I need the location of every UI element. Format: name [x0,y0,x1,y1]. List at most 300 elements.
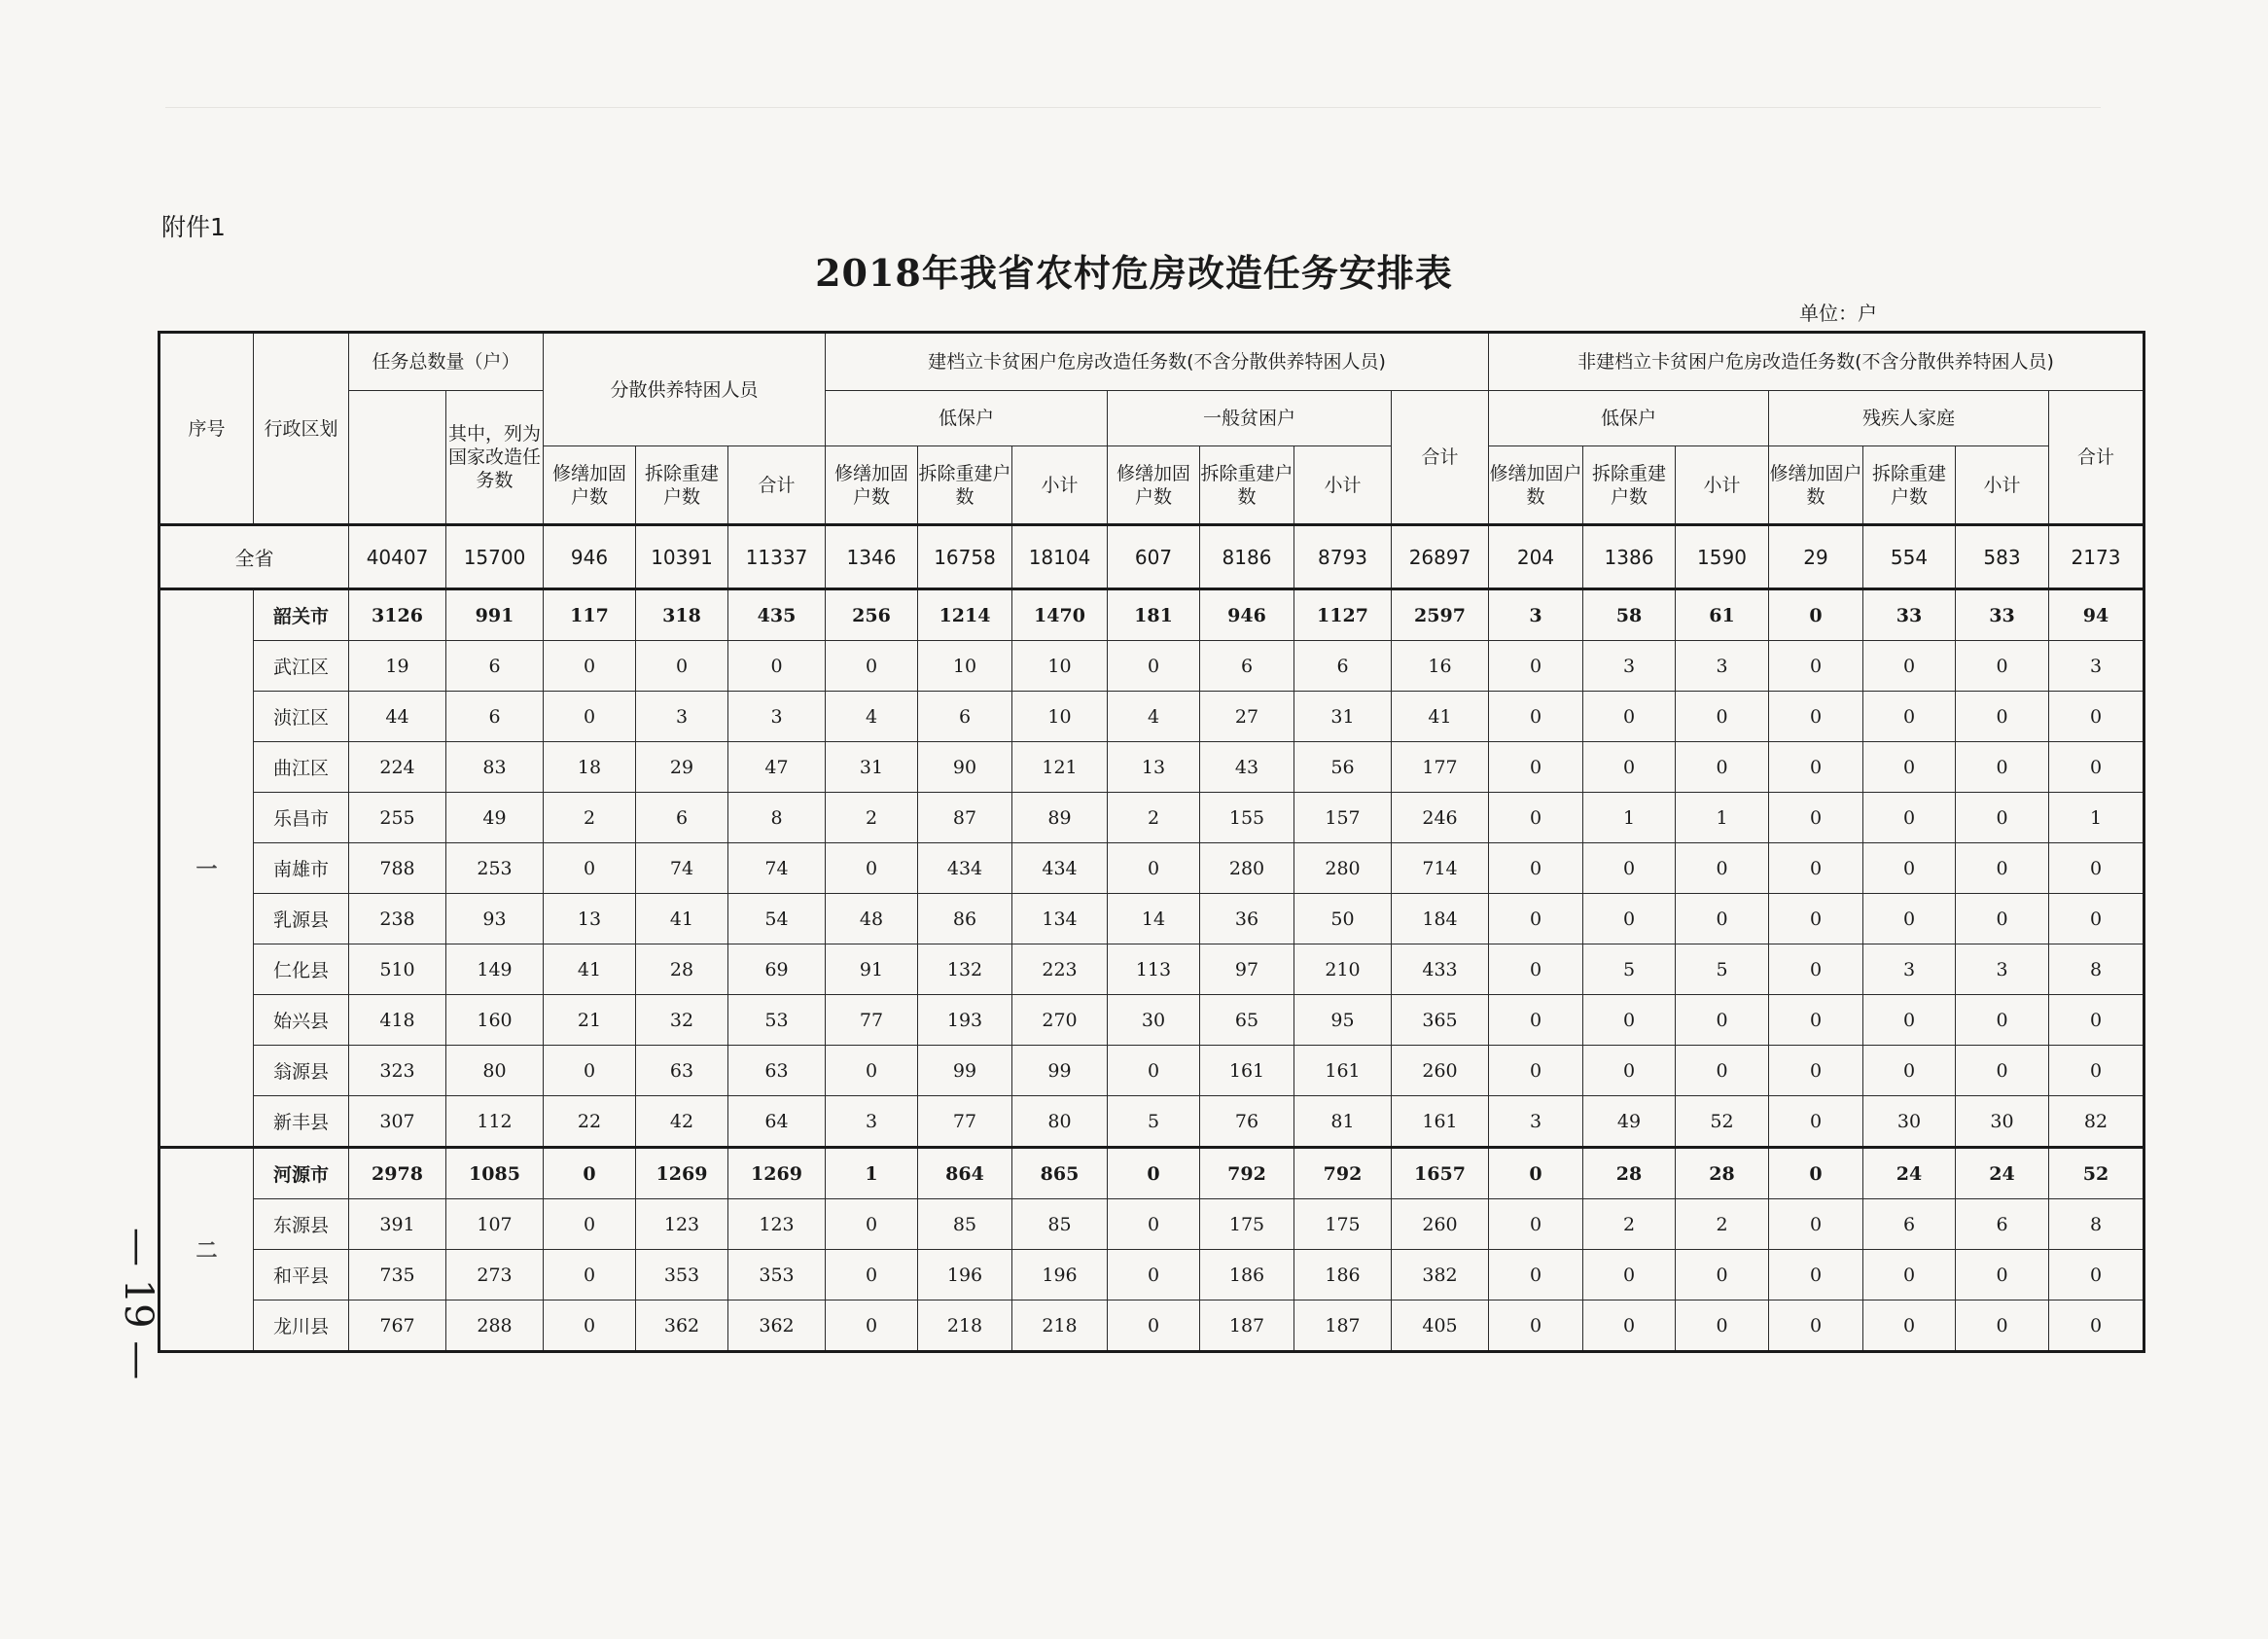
value-cell: 0 [826,1199,918,1250]
value-cell: 0 [1489,1250,1583,1301]
value-cell: 1470 [1012,589,1108,641]
value-cell: 253 [446,843,544,894]
value-cell: 63 [728,1046,826,1096]
value-cell: 36 [1200,894,1294,944]
value-cell: 77 [918,1096,1012,1148]
value-cell: 21 [544,995,636,1046]
value-cell: 10 [918,641,1012,692]
value-cell: 3 [728,692,826,742]
region-name-cell: 浈江区 [254,692,349,742]
province-value-cell: 18104 [1012,525,1108,589]
value-cell: 0 [1769,1096,1863,1148]
value-cell: 0 [1108,641,1200,692]
value-cell: 6 [446,641,544,692]
value-cell: 56 [1294,742,1392,793]
value-cell: 80 [1012,1096,1108,1148]
header-total-national: 其中，列为国家改造任务数 [446,391,544,525]
value-cell: 186 [1294,1250,1392,1301]
value-cell: 177 [1392,742,1489,793]
value-cell: 89 [1012,793,1108,843]
value-cell: 0 [1676,692,1769,742]
value-cell: 288 [446,1301,544,1352]
value-cell: 160 [446,995,544,1046]
value-cell: 0 [1956,1250,2049,1301]
scan-artifact-line [165,107,2101,108]
value-cell: 28 [1676,1148,1769,1199]
province-value-cell: 607 [1108,525,1200,589]
value-cell: 0 [1769,589,1863,641]
value-cell: 193 [918,995,1012,1046]
value-cell: 0 [1769,1199,1863,1250]
value-cell: 0 [2049,1301,2144,1352]
header-reg-gen-repair: 修缮加固户数 [1108,446,1200,525]
region-name-cell: 乳源县 [254,894,349,944]
value-cell: 112 [446,1096,544,1148]
value-cell: 161 [1392,1096,1489,1148]
header-total-group: 任务总数量（户） [349,333,544,391]
value-cell: 0 [1489,894,1583,944]
value-cell: 3 [636,692,728,742]
value-cell: 0 [1676,1301,1769,1352]
value-cell: 362 [728,1301,826,1352]
value-cell: 0 [1489,1301,1583,1352]
value-cell: 48 [826,894,918,944]
value-cell: 149 [446,944,544,995]
value-cell: 0 [544,1148,636,1199]
value-cell: 18 [544,742,636,793]
province-value-cell: 946 [544,525,636,589]
value-cell: 434 [918,843,1012,894]
value-cell: 1085 [446,1148,544,1199]
value-cell: 238 [349,894,446,944]
value-cell: 0 [2049,995,2144,1046]
table-row [159,1148,2144,1199]
value-cell: 362 [636,1301,728,1352]
value-cell: 1657 [1392,1148,1489,1199]
value-cell: 2 [1583,1199,1676,1250]
value-cell: 0 [1489,793,1583,843]
value-cell: 0 [1956,843,2049,894]
value-cell: 1269 [636,1148,728,1199]
value-cell: 5 [1108,1096,1200,1148]
value-cell: 30 [1108,995,1200,1046]
value-cell: 0 [1863,1046,1956,1096]
value-cell: 1127 [1294,589,1392,641]
province-value-cell: 10391 [636,525,728,589]
value-cell: 16 [1392,641,1489,692]
province-value-cell: 26897 [1392,525,1489,589]
value-cell: 0 [2049,692,2144,742]
region-name-cell: 东源县 [254,1199,349,1250]
value-cell: 0 [1489,692,1583,742]
value-cell: 0 [1863,1301,1956,1352]
region-name-cell: 武江区 [254,641,349,692]
value-cell: 76 [1200,1096,1294,1148]
value-cell: 6 [636,793,728,843]
value-cell: 435 [728,589,826,641]
value-cell: 196 [918,1250,1012,1301]
value-cell: 3 [2049,641,2144,692]
value-cell: 22 [544,1096,636,1148]
table-row [159,641,2144,692]
value-cell: 792 [1294,1148,1392,1199]
value-cell: 246 [1392,793,1489,843]
value-cell: 323 [349,1046,446,1096]
value-cell: 24 [1956,1148,2049,1199]
value-cell: 53 [728,995,826,1046]
region-name-cell: 南雄市 [254,843,349,894]
header-non-disabled: 残疾人家庭 [1769,391,2049,446]
value-cell: 2 [1108,793,1200,843]
table-body [159,525,2144,1352]
header-reg-general-poor: 一般贫困户 [1108,391,1392,446]
value-cell: 95 [1294,995,1392,1046]
region-name-cell: 仁化县 [254,944,349,995]
value-cell: 0 [1108,1301,1200,1352]
value-cell: 65 [1200,995,1294,1046]
value-cell: 418 [349,995,446,1046]
value-cell: 80 [446,1046,544,1096]
value-cell: 0 [1583,1301,1676,1352]
table-row [159,1096,2144,1148]
value-cell: 0 [1956,1046,2049,1096]
value-cell: 161 [1294,1046,1392,1096]
value-cell: 0 [1583,742,1676,793]
header-scat-total: 合计 [728,446,826,525]
value-cell: 0 [1489,742,1583,793]
value-cell: 24 [1863,1148,1956,1199]
value-cell: 77 [826,995,918,1046]
value-cell: 256 [826,589,918,641]
value-cell: 64 [728,1096,826,1148]
header-nonregistered-group: 非建档立卡贫困户危房改造任务数(不含分散供养特困人员) [1489,333,2144,391]
table-row [159,1199,2144,1250]
value-cell: 260 [1392,1046,1489,1096]
value-cell: 58 [1583,589,1676,641]
value-cell: 218 [1012,1301,1108,1352]
value-cell: 14 [1108,894,1200,944]
value-cell: 30 [1956,1096,2049,1148]
value-cell: 0 [826,843,918,894]
value-cell: 29 [636,742,728,793]
value-cell: 0 [826,1046,918,1096]
value-cell: 0 [1108,1199,1200,1250]
value-cell: 8 [728,793,826,843]
table-row [159,692,2144,742]
value-cell: 0 [1863,692,1956,742]
header-non-low-subtotal: 小计 [1676,446,1769,525]
value-cell: 0 [2049,1250,2144,1301]
value-cell: 0 [1956,641,2049,692]
value-cell: 353 [728,1250,826,1301]
value-cell: 4 [1108,692,1200,742]
value-cell: 210 [1294,944,1392,995]
value-cell: 47 [728,742,826,793]
value-cell: 0 [1583,995,1676,1046]
value-cell: 0 [1769,742,1863,793]
value-cell: 0 [728,641,826,692]
value-cell: 260 [1392,1199,1489,1250]
value-cell: 161 [1200,1046,1294,1096]
value-cell: 6 [918,692,1012,742]
value-cell: 61 [1676,589,1769,641]
value-cell: 0 [1489,944,1583,995]
header-scattered-group: 分散供养特困人员 [544,333,826,446]
value-cell: 0 [2049,894,2144,944]
value-cell: 2 [1676,1199,1769,1250]
value-cell: 186 [1200,1250,1294,1301]
province-value-cell: 2173 [2049,525,2144,589]
value-cell: 13 [544,894,636,944]
province-total-row [159,525,2144,589]
value-cell: 6 [1956,1199,2049,1250]
value-cell: 0 [1769,692,1863,742]
region-name-cell: 乐昌市 [254,793,349,843]
province-value-cell: 1386 [1583,525,1676,589]
value-cell: 0 [544,1301,636,1352]
value-cell: 99 [1012,1046,1108,1096]
value-cell: 134 [1012,894,1108,944]
header-non-low-rebuild: 拆除重建户数 [1583,446,1676,525]
value-cell: 0 [2049,1046,2144,1096]
value-cell: 90 [918,742,1012,793]
value-cell: 81 [1294,1096,1392,1148]
header-reg-low-rebuild: 拆除重建户数 [918,446,1012,525]
table-row [159,843,2144,894]
value-cell: 0 [1769,1148,1863,1199]
value-cell: 0 [1769,1046,1863,1096]
province-value-cell: 40407 [349,525,446,589]
value-cell: 0 [544,843,636,894]
value-cell: 0 [1676,1250,1769,1301]
header-reg-total: 合计 [1392,391,1489,525]
attachment-label: 附件1 [161,213,226,241]
value-cell: 0 [544,1250,636,1301]
value-cell: 74 [728,843,826,894]
value-cell: 5 [1583,944,1676,995]
value-cell: 0 [1956,995,2049,1046]
value-cell: 270 [1012,995,1108,1046]
header-non-low-repair: 修缮加固户数 [1489,446,1583,525]
value-cell: 735 [349,1250,446,1301]
value-cell: 318 [636,589,728,641]
province-label: 全省 [159,525,349,589]
value-cell: 1 [1583,793,1676,843]
value-cell: 107 [446,1199,544,1250]
value-cell: 1 [2049,793,2144,843]
value-cell: 0 [1863,995,1956,1046]
value-cell: 123 [636,1199,728,1250]
value-cell: 0 [1583,692,1676,742]
value-cell: 0 [1489,1148,1583,1199]
value-cell: 353 [636,1250,728,1301]
table-row [159,589,2144,641]
value-cell: 0 [2049,742,2144,793]
page-number: — 19 — [116,1228,160,1380]
value-cell: 4 [826,692,918,742]
value-cell: 0 [1676,742,1769,793]
value-cell: 28 [636,944,728,995]
value-cell: 0 [1489,995,1583,1046]
header-seq: 序号 [159,333,254,525]
value-cell: 13 [1108,742,1200,793]
value-cell: 93 [446,894,544,944]
value-cell: 69 [728,944,826,995]
value-cell: 0 [1769,793,1863,843]
value-cell: 280 [1200,843,1294,894]
value-cell: 28 [1583,1148,1676,1199]
value-cell: 946 [1200,589,1294,641]
value-cell: 117 [544,589,636,641]
value-cell: 1269 [728,1148,826,1199]
group-seq-cell: 一 [159,589,254,1148]
value-cell: 54 [728,894,826,944]
value-cell: 0 [1769,995,1863,1046]
value-cell: 0 [1489,843,1583,894]
value-cell: 0 [1676,843,1769,894]
value-cell: 181 [1108,589,1200,641]
value-cell: 41 [544,944,636,995]
header-non-dis-subtotal: 小计 [1956,446,2049,525]
value-cell: 3 [1583,641,1676,692]
header-registered-group: 建档立卡贫困户危房改造任务数(不含分散供养特困人员) [826,333,1489,391]
value-cell: 2597 [1392,589,1489,641]
value-cell: 31 [1294,692,1392,742]
value-cell: 0 [544,1199,636,1250]
value-cell: 8 [2049,1199,2144,1250]
value-cell: 1 [826,1148,918,1199]
document-title: 2018年我省农村危房改造任务安排表 [815,251,1453,295]
value-cell: 0 [636,641,728,692]
value-cell: 223 [1012,944,1108,995]
value-cell: 10 [1012,692,1108,742]
header-total-blank [349,391,446,525]
value-cell: 8 [2049,944,2144,995]
value-cell: 157 [1294,793,1392,843]
province-value-cell: 583 [1956,525,2049,589]
value-cell: 0 [1583,1046,1676,1096]
header-non-low-income: 低保户 [1489,391,1769,446]
province-value-cell: 1590 [1676,525,1769,589]
value-cell: 0 [1108,1250,1200,1301]
value-cell: 991 [446,589,544,641]
value-cell: 1 [1676,793,1769,843]
value-cell: 0 [1863,641,1956,692]
region-name-cell: 和平县 [254,1250,349,1301]
value-cell: 0 [826,1250,918,1301]
value-cell: 74 [636,843,728,894]
province-value-cell: 1346 [826,525,918,589]
value-cell: 218 [918,1301,1012,1352]
province-value-cell: 15700 [446,525,544,589]
province-value-cell: 11337 [728,525,826,589]
value-cell: 224 [349,742,446,793]
value-cell: 0 [1863,793,1956,843]
table-row [159,1250,2144,1301]
value-cell: 1214 [918,589,1012,641]
value-cell: 41 [636,894,728,944]
value-cell: 0 [1956,1301,2049,1352]
header-non-dis-rebuild: 拆除重建户数 [1863,446,1956,525]
value-cell: 3 [1489,1096,1583,1148]
value-cell: 0 [1769,1250,1863,1301]
value-cell: 864 [918,1148,1012,1199]
value-cell: 155 [1200,793,1294,843]
header-reg-gen-subtotal: 小计 [1294,446,1392,525]
value-cell: 0 [1489,641,1583,692]
value-cell: 3 [1863,944,1956,995]
value-cell: 273 [446,1250,544,1301]
value-cell: 52 [1676,1096,1769,1148]
value-cell: 391 [349,1199,446,1250]
value-cell: 0 [1676,1046,1769,1096]
value-cell: 714 [1392,843,1489,894]
value-cell: 30 [1863,1096,1956,1148]
value-cell: 0 [1489,1046,1583,1096]
region-name-cell: 龙川县 [254,1301,349,1352]
value-cell: 2 [544,793,636,843]
value-cell: 0 [1863,1250,1956,1301]
table-row [159,944,2144,995]
table-row [159,894,2144,944]
value-cell: 31 [826,742,918,793]
value-cell: 49 [1583,1096,1676,1148]
value-cell: 3 [1489,589,1583,641]
value-cell: 5 [1676,944,1769,995]
header-reg-gen-rebuild: 拆除重建户数 [1200,446,1294,525]
value-cell: 82 [2049,1096,2144,1148]
header-reg-low-income: 低保户 [826,391,1108,446]
value-cell: 0 [1956,742,2049,793]
region-name-cell: 始兴县 [254,995,349,1046]
value-cell: 83 [446,742,544,793]
value-cell: 0 [1956,692,2049,742]
value-cell: 175 [1294,1199,1392,1250]
region-name-cell: 翁源县 [254,1046,349,1096]
province-value-cell: 8186 [1200,525,1294,589]
province-value-cell: 29 [1769,525,1863,589]
value-cell: 792 [1200,1148,1294,1199]
value-cell: 865 [1012,1148,1108,1199]
value-cell: 0 [1863,894,1956,944]
value-cell: 87 [918,793,1012,843]
value-cell: 27 [1200,692,1294,742]
value-cell: 0 [544,692,636,742]
unit-label: 单位：户 [1799,302,1877,325]
value-cell: 255 [349,793,446,843]
province-value-cell: 554 [1863,525,1956,589]
value-cell: 0 [1108,843,1200,894]
value-cell: 434 [1012,843,1108,894]
value-cell: 0 [1108,1046,1200,1096]
value-cell: 0 [1583,894,1676,944]
group-seq-cell: 二 [159,1148,254,1352]
province-value-cell: 8793 [1294,525,1392,589]
value-cell: 175 [1200,1199,1294,1250]
value-cell: 86 [918,894,1012,944]
header-non-dis-repair: 修缮加固户数 [1769,446,1863,525]
value-cell: 44 [349,692,446,742]
value-cell: 0 [1769,944,1863,995]
region-name-cell: 韶关市 [254,589,349,641]
value-cell: 6 [1294,641,1392,692]
value-cell: 184 [1392,894,1489,944]
value-cell: 0 [1676,995,1769,1046]
value-cell: 6 [1200,641,1294,692]
region-name-cell: 河源市 [254,1148,349,1199]
value-cell: 63 [636,1046,728,1096]
value-cell: 0 [1583,1250,1676,1301]
